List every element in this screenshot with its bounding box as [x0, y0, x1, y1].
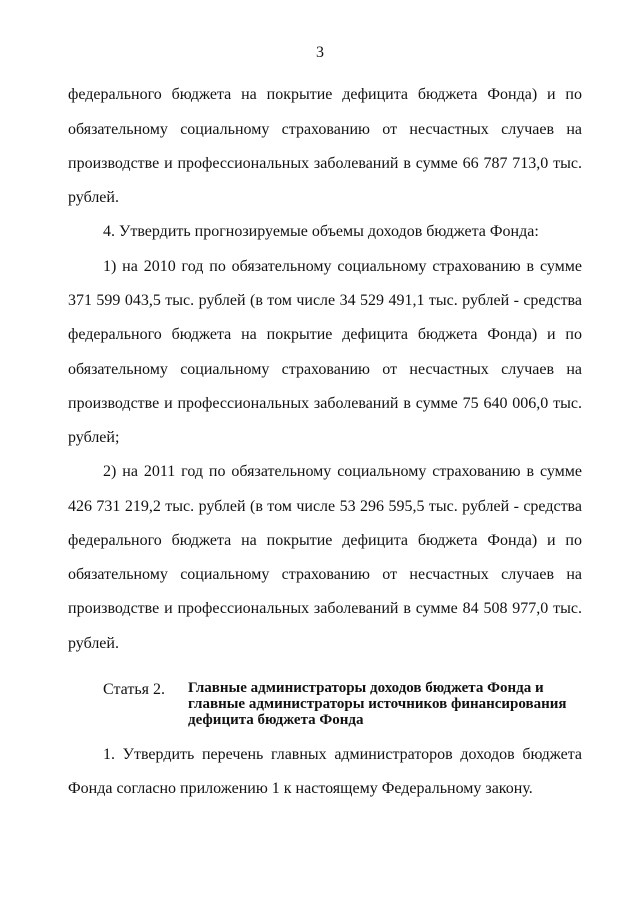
text-line: обязательному социальному страхованию от несчастных случаев на [68, 566, 582, 583]
text-line: производстве и профессиональных заболеваний в сумме 66 787 713,0 тыс. [68, 155, 582, 172]
text-line: 4. Утвердить прогнозируемые объемы доходов бюджета Фонда: [103, 223, 539, 240]
text-line: производстве и профессиональных заболеваний в сумме 84 508 977,0 тыс. [68, 600, 582, 617]
article-label: Статья 2. [103, 681, 165, 698]
text-line: Фонда согласно приложению 1 к настоящему Федеральному закону. [68, 780, 533, 797]
text-line: рублей. [68, 635, 119, 652]
page-number: 3 [316, 44, 324, 61]
text-line: производстве и профессиональных заболеваний в сумме 75 640 006,0 тыс. [68, 395, 582, 412]
text-line: федерального бюджета на покрытие дефицита бюджета Фонда) и по [68, 326, 582, 343]
text-line: 1) на 2010 год по обязательному социальному страхованию в сумме [103, 258, 582, 275]
text-line: рублей. [68, 189, 119, 206]
article-title-line: Главные администраторы доходов бюджета Фонда и [188, 680, 544, 696]
text-line: 2) на 2011 год по обязательному социальному страхованию в сумме [103, 463, 582, 480]
text-line: рублей; [68, 429, 120, 446]
text-line: 426 731 219,2 тыс. рублей (в том числе 53 296 595,5 тыс. рублей - средства [68, 498, 582, 515]
text-line: 1. Утвердить перечень главных администраторов доходов бюджета [103, 746, 582, 763]
article-title-line: дефицита бюджета Фонда [188, 712, 364, 728]
text-line: федерального бюджета на покрытие дефицита бюджета Фонда) и по [68, 532, 582, 549]
text-line: федерального бюджета на покрытие дефицита бюджета Фонда) и по [68, 86, 582, 103]
text-line: 371 599 043,5 тыс. рублей (в том числе 34 529 491,1 тыс. рублей - средства [68, 292, 582, 309]
text-line: обязательному социальному страхованию от несчастных случаев на [68, 361, 582, 378]
article-title [188, 680, 588, 728]
article-title-line: главные администраторы источников финансирования [188, 696, 567, 712]
text-line: обязательному социальному страхованию от несчастных случаев на [68, 121, 582, 138]
